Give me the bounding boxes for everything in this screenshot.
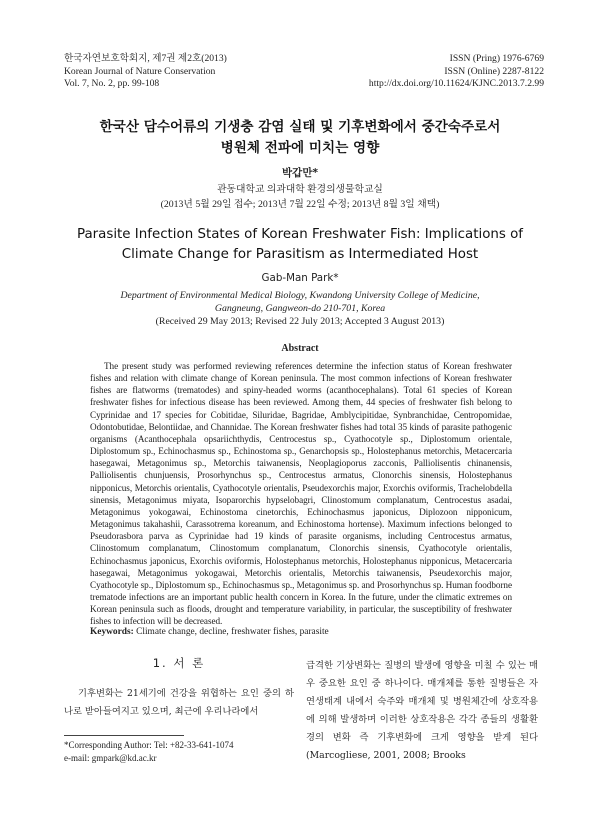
issn-online: ISSN (Online) 2287-8122 (444, 65, 544, 77)
intro-right-text: 급격한 기상변화는 질병의 발생에 영향을 미칠 수 있는 매우 중요한 요인 중 하나이다. 매개체를 통한 질병들은 자연생태계 내에서 숙주와 매개체 및 병원체간에 상호작용에 의해 발생하며 이러한 상호작용은 각각 종들의 생활환경의 변화 즉 기후변화에 크게 영향을 받게 된다(Marcogliese, 2001, 2008; Brooks (306, 660, 538, 761)
english-author: Gab-Man Park* (261, 272, 339, 284)
journal-header-right (369, 53, 544, 91)
keywords-label: Keywords: (90, 627, 134, 637)
corresponding-author: *Corresponding Author: Tel: +82-33-641-1074 (64, 740, 234, 750)
footnote (64, 739, 234, 765)
journal-name-korean: 한국자연보호학회지, 제7권 제2호(2013) (64, 53, 227, 64)
keywords-text: Climate change, decline, freshwater fishes, parasite (136, 627, 329, 637)
english-dates: (Received 29 May 2013; Revised 22 July 2013; Accepted 3 August 2013) (155, 316, 445, 328)
korean-title-line: 병원체 전파에 미치는 영향 (220, 140, 380, 156)
journal-header-left (64, 53, 227, 91)
keywords (90, 627, 520, 637)
korean-author: 박갑만* (282, 167, 318, 179)
intro-right-column (306, 657, 538, 765)
abstract-heading: Abstract (281, 343, 319, 354)
issn-print: ISSN (Pring) 1976-6769 (449, 53, 544, 64)
intro-left-text: 기후변화는 21세기에 건강을 위협하는 요인 중의 하나로 받아들여지고 있으며, 최근에 우리나라에서 (64, 688, 294, 717)
english-title (0, 225, 600, 264)
journal-volume: Vol. 7, No. 2, pp. 99-108 (64, 78, 160, 89)
korean-title (0, 117, 600, 159)
footnote-divider (64, 735, 184, 736)
intro-left-column (64, 655, 294, 721)
section-heading: 1. 서 론 (152, 656, 206, 670)
korean-dates: (2013년 5월 29일 접수; 2013년 7월 22일 수정; 2013년 8월 3일 채택) (160, 199, 440, 210)
english-affiliation-line: Gangneung, Gangweon-do 210-701, Korea (214, 303, 386, 315)
english-affiliation-block (0, 289, 600, 329)
english-affiliation-line: Department of Environmental Medical Biology, Kwandong University College of Medicine, (120, 290, 480, 301)
korean-affiliation: 관동대학교 의과대학 환경의생물학교실 (217, 184, 383, 195)
korean-affiliation-block (0, 182, 600, 212)
abstract-body: The present study was performed reviewing references determine the infection status of Korean freshwater fishes and relation with climate change of Korean peninsula. The most common infections of Korean freshwater fishes are flatworms (trematodes) and spiny-headed worms (acanthocephalans). Total 61 species of Korean freshwater fishes for infectious disease has been reviewed. Among them, 44 species of freshwater fish belong to Cyprinidae and 17 species for Cobitidae, Siluridae, Bagridae, Amblycipitidae, Synbranchidae, Centropomidae, Odontobutidae, Belontiidae, and Channidae. The Korean freshwater fishes had total 35 kinds of parasite pathogenic organisms (Acanthocephala opsariichthydis, Centrocestus sp., Cyathocotyle sp., Diplostomum orientale, Diplostomum sp., Echinochasmus sp., Echinostoma sp., Genarchopsis sp., Holostephanus metorchis, Metacercaria hasegawai, Metagonimus sp., Metorchis taiwanensis, Neoplagioporus zacconis, Palliolisentis chinanensis, Palliolisentis chunjuensis, Prosorhynchus sp., Centrocestus armatus, Clonorchis sinensis, Holostephanus nipponicus, Metorchis orientalis, Cyathocotyle orientalis, Pseudexorchis major, Exorchis oviformis, Trachelobdella sinensis, Metagonimus miyata, Isoparorchis hypselobagri, Clinostomum complanatum, Centrocestus asadai, Metagonimus yokogawai, Echinostoma cinetorchis, Echinochasmus japonicus, Diplozoon nipponicum, Metagonimus takahashii, Carassotrema koreanum, and Echinostoma hortense). Maximum infections belonged to Pseudorasbora parva as Cyprinidae had 19 kinds of parasite organisms, including Centrocestus armatus, Clinostomum complanatum, Clinostomum complanatum, Clonorchis sinensis, Cyathocotyle orientalis, Echinochasmus japonicus, Exorchis oviformis, Holostephanus metorchis, Holostephanus nipponicus, Metacercaria hasegawai, Metagonimus yokogawai, Metorchis orientalis, Metorchis taiwanensis, Pseudexorchis major, Cyathocotyle sp., Diplostomum sp., Echinochasmus sp., Metagonimus sp. and Prosorhynchus sp. Human foodborne trematode infections are an important public health concern in Korea. In the future, under the climatic extremes on Korean peninsula such as floods, drought and temperature variability, in particular, the susceptibility of freshwater fishes to infection will be decreased. (90, 361, 512, 627)
english-title-line: Climate Change for Parasitism as Intermediated Host (121, 246, 479, 262)
email-address[interactable]: e-mail: gmpark@kd.ac.kr (64, 753, 157, 763)
journal-name-english: Korean Journal of Nature Conservation (64, 65, 216, 77)
doi-link[interactable]: http://dx.doi.org/10.11624/KJNC.2013.7.2.99 (368, 78, 544, 89)
korean-title-line: 한국산 담수어류의 기생충 감염 실태 및 기후변화에서 중간숙주로서 (99, 119, 501, 135)
english-title-line: Parasite Infection States of Korean Freshwater Fish: Implications of (76, 227, 524, 242)
